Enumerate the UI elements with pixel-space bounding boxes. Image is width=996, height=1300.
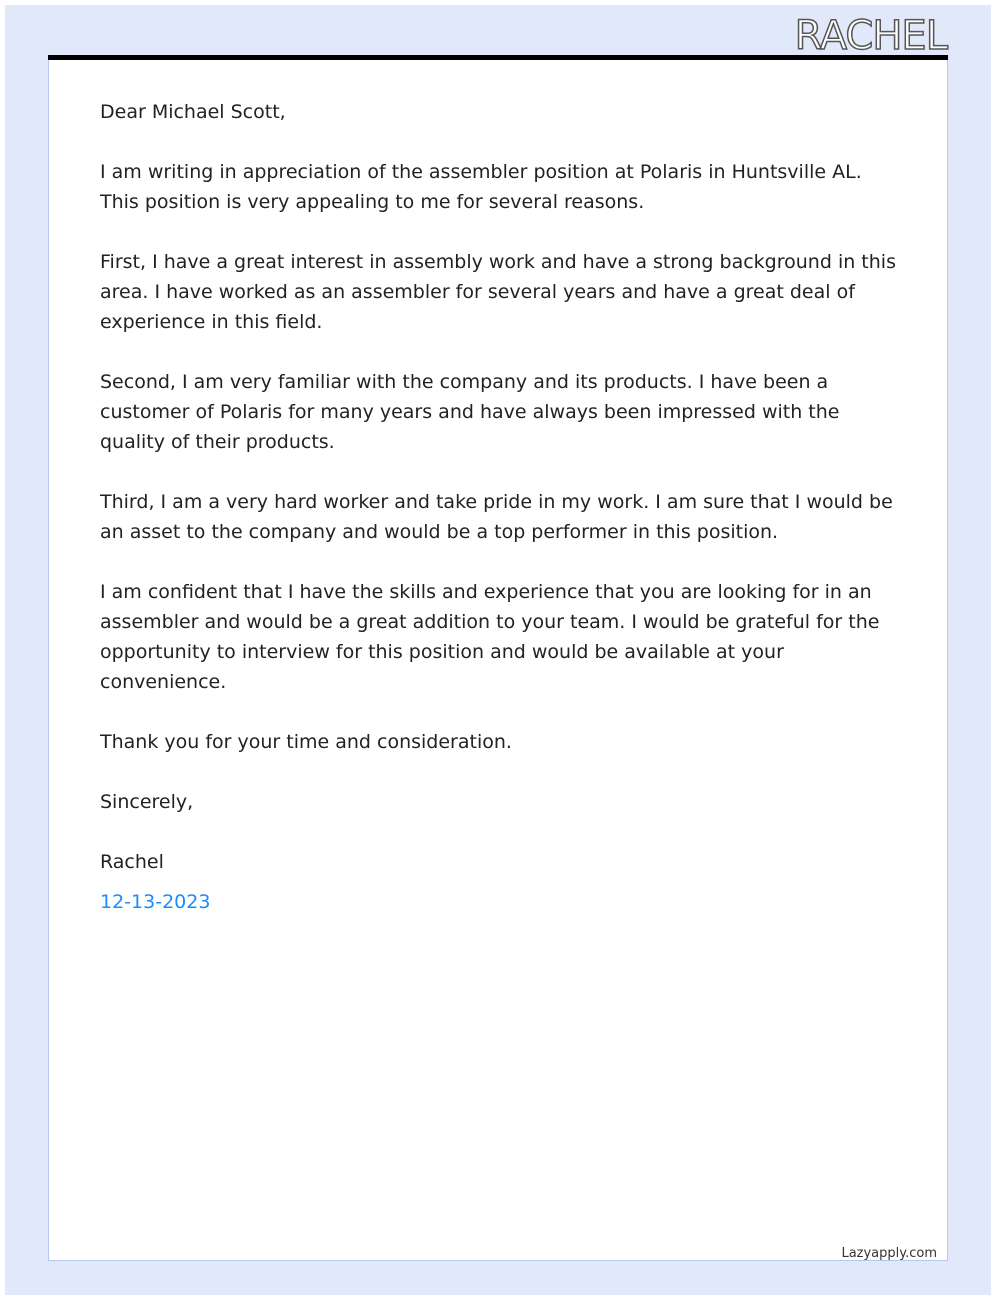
footer-brand: Lazyapply.com — [841, 1246, 937, 1261]
paragraph: Third, I am a very hard worker and take pride in my work. I am sure that I would be an asset to the company and would be a top performer in this position. — [100, 491, 893, 543]
signature: Rachel — [100, 851, 164, 873]
letter-body — [100, 97, 900, 947]
paragraph: Thank you for your time and consideration. — [100, 731, 512, 753]
letter-date: 12-13-2023 — [100, 891, 211, 913]
header-name: RACHEL — [794, 13, 947, 59]
paragraph: First, I have a great interest in assembly work and have a strong background in this area. I have worked as an assembler for several years and have a great deal of experience in this field. — [100, 251, 896, 333]
paragraph: Second, I am very familiar with the company and its products. I have been a customer of Polaris for many years and have always been impressed with the quality of their products. — [100, 371, 840, 453]
paragraph: I am confident that I have the skills and experience that you are looking for in an assembler and would be a great addition to your team. I would be grateful for the opportunity to interview for this position and would be available at your convenience. — [100, 581, 880, 693]
paragraph: I am writing in appreciation of the assembler position at Polaris in Huntsville AL. This position is very appealing to me for several reasons. — [100, 161, 862, 213]
salutation: Dear Michael Scott, — [100, 101, 286, 123]
closing: Sincerely, — [100, 791, 194, 813]
